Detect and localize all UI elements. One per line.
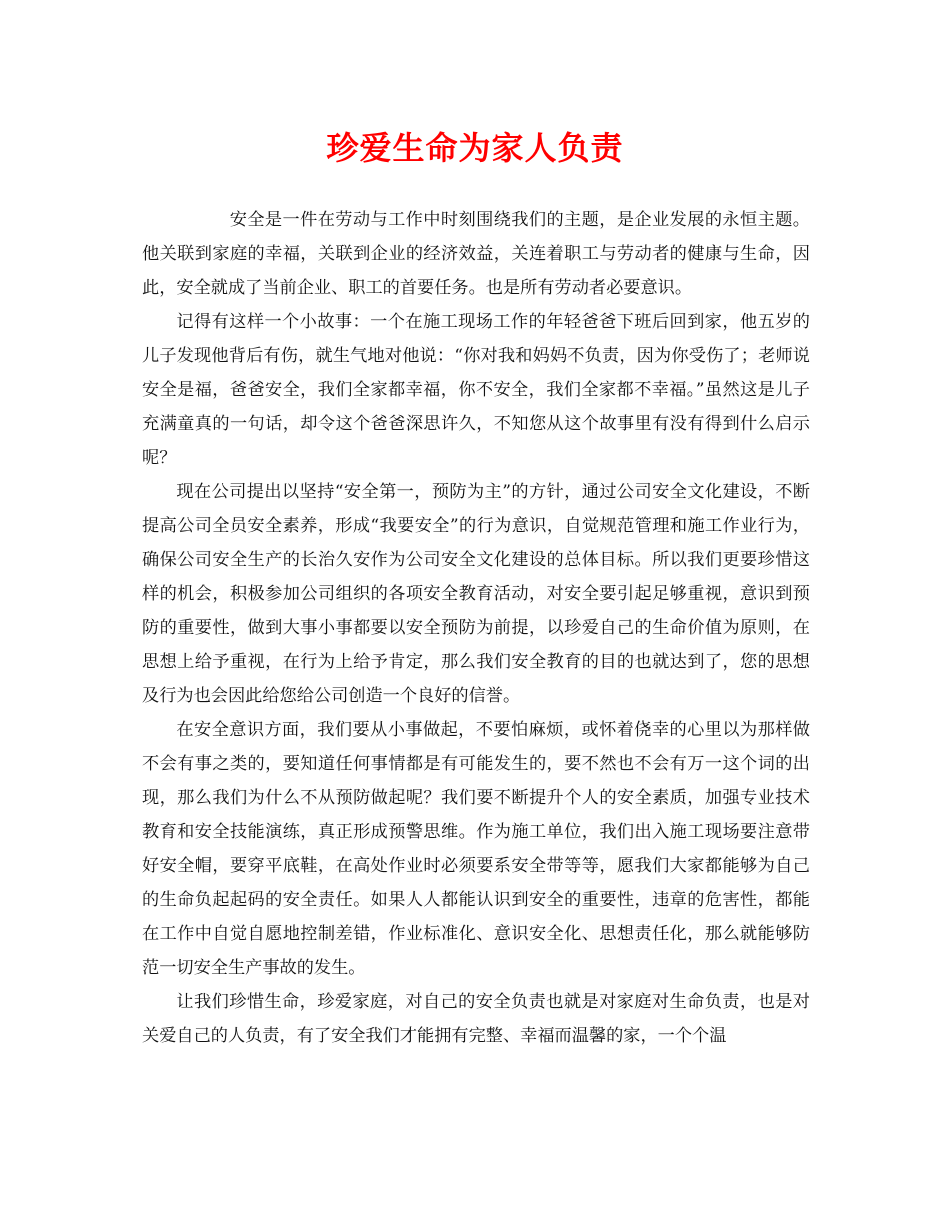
paragraph-2: 记得有这样一个小故事：一个在施工现场工作的年轻爸爸下班后回到家，他五岁的儿子发现他背后有伤，就生气地对他说：“你对我和妈妈不负责，因为你受伤了；老师说安全是福，爸爸安全，我们全家都幸福，你不安全，我们全家都不幸福。”虽然这是儿子充满童真的一句话，却令这个爸爸深思许久，不知您从这个故事里有没有得到什么启示呢？ (142, 312, 810, 468)
paragraph-3: 现在公司提出以坚持“安全第一，预防为主”的方针，通过公司安全文化建设，不断提高公司全员安全素养，形成“我要安全”的行为意识，自觉规范管理和施工作业行为，确保公司安全生产的长治久安作为公司安全文化建设的总体目标。所以我们更要珍惜这样的机会，积极参加公司组织的各项安全教育活动，对安全要引起足够重视，意识到预防的重要性，做到大事小事都要以安全预防为前提，以珍爱自己的生命价值为原则，在思想上给予重视，在行为上给予肯定，那么我们安全教育的目的也就达到了，您的思想及行为也会因此给您给公司创造一个良好的信誉。 (142, 482, 810, 706)
paragraph-5: 让我们珍惜生命，珍爱家庭，对自己的安全负责也就是对家庭对生命负责，也是对关爱自己的人负责，有了安全我们才能拥有完整、幸福而温馨的家，一个个温 (142, 992, 810, 1046)
document-title: 珍爱生命为家人负责 (326, 129, 624, 167)
paragraph-4: 在安全意识方面，我们要从小事做起，不要怕麻烦，或怀着侥幸的心里以为那样做不会有事之类的，要知道任何事情都是有可能发生的，要不然也不会有万一这个词的出现，那么我们为什么不从预防做起呢？我们要不断提升个人的安全素质，加强专业技术教育和安全技能演练，真正形成预警思维。作为施工单位，我们出入施工现场要注意带好安全帽，要穿平底鞋，在高处作业时必须要系安全带等等，愿我们大家都能够为自己的生命负起起码的安全责任。如果人人都能认识到安全的重要性，违章的危害性，都能在工作中自觉自愿地控制差错，作业标准化、意识安全化、思想责任化，那么就能够防范一切安全生产事故的发生。 (142, 720, 810, 978)
document-body (142, 203, 810, 1053)
paragraph-1: 安全是一件在劳动与工作中时刻围绕我们的主题，是企业发展的永恒主题。他关联到家庭的幸福，关联到企业的经济效益，关连着职工与劳动者的健康与生命，因此，安全就成了当前企业、职工的首要任务。也是所有劳动者必要意识。 (142, 210, 810, 298)
